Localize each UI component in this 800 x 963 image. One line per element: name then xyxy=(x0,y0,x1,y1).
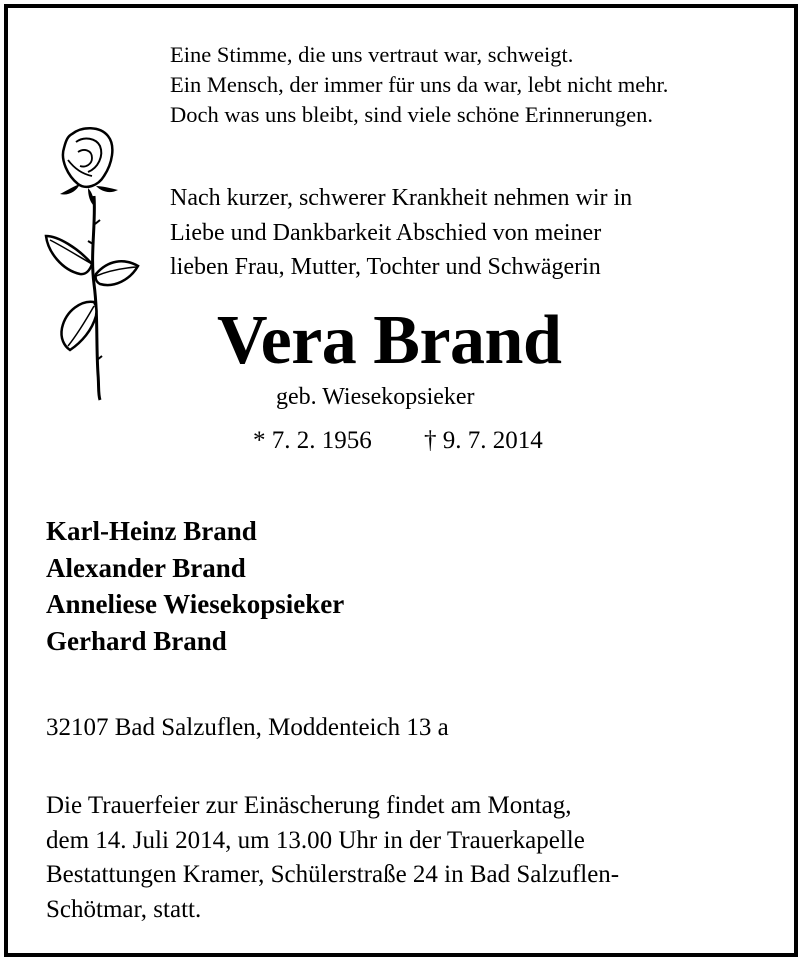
death-date: † 9. 7. 2014 xyxy=(424,427,543,454)
mourner-name: Gerhard Brand xyxy=(46,625,227,656)
family-address: 32107 Bad Salzuflen, Moddenteich 13 a xyxy=(46,714,449,741)
mourner-name: Anneliese Wiesekopsieker xyxy=(46,589,345,620)
deceased-name: Vera Brand xyxy=(217,302,562,379)
maiden-name: geb. Wiesekopsieker xyxy=(276,384,475,410)
quote-line: Ein Mensch, der immer für uns da war, lebt nicht mehr. xyxy=(170,72,669,97)
quote-line: Doch was uns bleibt, sind viele schöne Erinnerungen. xyxy=(170,102,654,127)
mourner-name: Alexander Brand xyxy=(46,552,246,583)
service-line: Die Trauerfeier zur Einäscherung findet am Montag, xyxy=(46,792,572,819)
quote-block xyxy=(170,40,668,130)
service-line: Bestattungen Kramer, Schülerstraße 24 in Bad Salzuflen- xyxy=(46,861,620,889)
service-line: dem 14. Juli 2014, um 13.00 Uhr in der Trauerkapelle xyxy=(46,826,585,854)
service-line: Schötmar, statt. xyxy=(46,895,202,923)
mourners-list xyxy=(46,513,344,659)
rose-icon xyxy=(38,124,140,402)
mourner-name: Karl-Heinz Brand xyxy=(46,516,257,546)
intro-line: lieben Frau, Mutter, Tochter und Schwägerin xyxy=(170,254,601,280)
intro-line: Nach kurzer, schwerer Krankheit nehmen wir in xyxy=(170,185,633,211)
birth-date: * 7. 2. 1956 xyxy=(253,427,372,454)
intro-line: Liebe und Dankbarkeit Abschied von meiner xyxy=(170,219,602,246)
intro-block xyxy=(170,181,632,285)
service-info xyxy=(46,789,619,927)
quote-line: Eine Stimme, die uns vertraut war, schweigt. xyxy=(170,42,574,67)
